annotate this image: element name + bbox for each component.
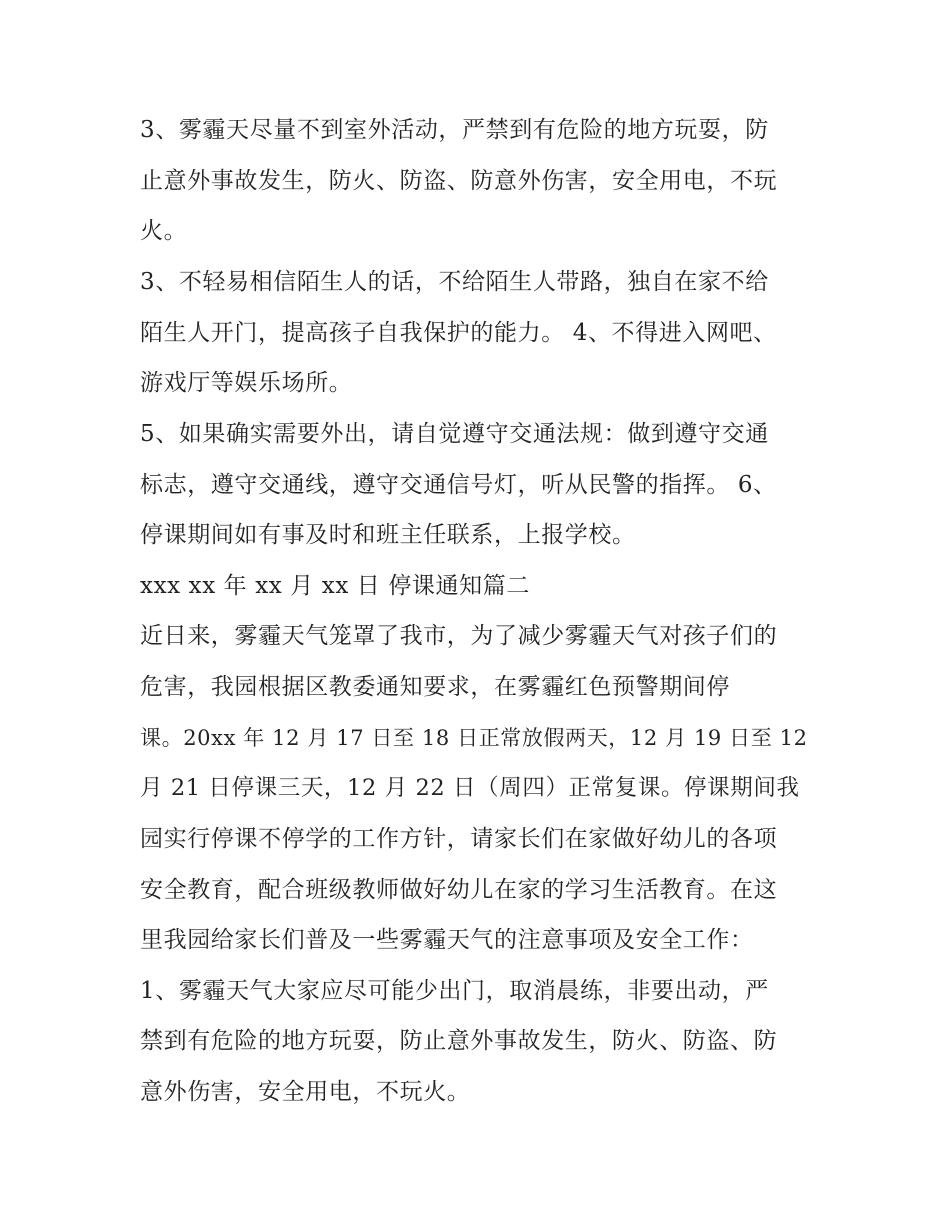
text-line: 禁到有危险的地方玩耍，防止意外事故发生，防火、防盗、防 xyxy=(140,1028,778,1054)
text-line: 危害，我园根据区教委通知要求，在雾霾红色预警期间停 xyxy=(140,674,730,700)
text-line: 安全教育，配合班级教师做好幼儿在家的学习生活教育。在这 xyxy=(140,877,778,903)
text-line: 陌生人开门，提高孩子自我保护的能力。 4、不得进入网吧、 xyxy=(140,320,777,346)
text-line: 火。 xyxy=(140,218,188,244)
text-line: 月 21 日停课三天，12 月 22 日（周四）正常复课。停课期间我 xyxy=(140,775,800,801)
section-heading: xxx xx 年 xx 月 xx 日 停课通知篇二 xyxy=(140,573,530,599)
text-line: 停课期间如有事及时和班主任联系，上报学校。 xyxy=(140,522,636,548)
text-line: 止意外事故发生，防火、防盗、防意外伤害，安全用电，不玩 xyxy=(140,168,778,194)
text-line: 里我园给家长们普及一些雾霾天气的注意事项及安全工作： xyxy=(140,927,754,953)
text-line: 3、不轻易相信陌生人的话，不给陌生人带路，独自在家不给 xyxy=(140,269,769,295)
text-line: 3、雾霾天尽量不到室外活动，严禁到有危险的地方玩耍，防 xyxy=(140,117,769,143)
text-line: 5、如果确实需要外出，请自觉遵守交通法规：做到遵守交通 xyxy=(140,421,769,447)
text-line: 1、雾霾天气大家应尽可能少出门，取消晨练，非要出动，严 xyxy=(140,978,769,1004)
text-line: 课。20xx 年 12 月 17 日至 18 日正常放假两天，12 月 19 日至 12 xyxy=(140,726,808,750)
text-line: 意外伤害，安全用电，不玩火。 xyxy=(140,1079,471,1105)
text-line: 近日来，雾霾天气笼罩了我市，为了减少雾霾天气对孩子们的 xyxy=(140,623,778,649)
text-line: 标志，遵守交通线，遵守交通信号灯，听从民警的指挥。 6、 xyxy=(140,472,777,498)
text-line: 游戏厅等娱乐场所。 xyxy=(140,370,353,396)
text-line: 园实行停课不停学的工作方针，请家长们在家做好幼儿的各项 xyxy=(140,826,778,852)
